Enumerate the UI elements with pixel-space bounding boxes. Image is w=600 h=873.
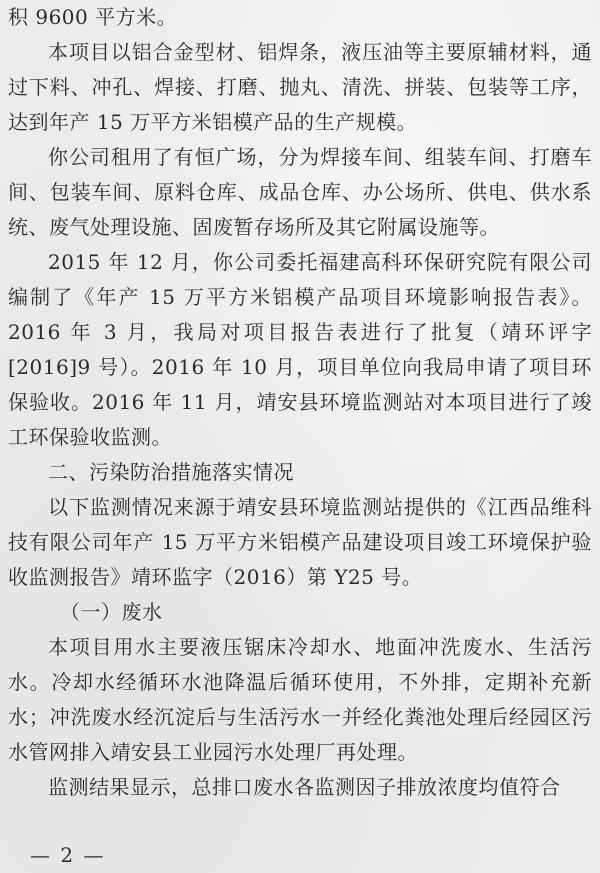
paragraph-monitoring-result: 监测结果显示，总排口废水各监测因子排放浓度均值符合 [48,775,561,799]
section-heading: 二、污染防治措施落实情况 [48,460,294,484]
paragraph-materials-process: 本项目以铝合金型材、铝焊条，液压油等主要原辅材料，通过下料、冲孔、焊接、打磨、抛丸、清洗、拼装、包装等工序，达到年产 15 万平方米铝模产品的生产规模。 [8,40,592,134]
paragraph-area-continued: 积 9600 平方米。 [8,5,178,29]
document-body [8,0,592,805]
page-number: — 2 — [30,843,106,867]
paragraph-monitoring-source: 以下监测情况来源于靖安县环境监测站提供的《江西品维科技有限公司年产 15 万平方米铝模产品建设项目竣工环境保护验收监测报告》靖环监字（2016）第 Y25 号。 [8,495,592,589]
paragraph-wastewater-treatment: 本项目用水主要液压锯床冷却水、地面冲洗废水、生活污水。冷却水经循环水池降温后循环使用，不外排，定期补充新水；冲洗废水经沉淀后与生活污水一并经化粪池处理后经园区污水管网排入靖安县工业园污水处理厂再处理。 [8,635,592,764]
paragraph-history: 2015 年 12 月，你公司委托福建高科环保研究院有限公司编制了《年产 15 万平方米铝模产品项目环境影响报告表》。2016 年 3 月，我局对项目报告表进行了批复（靖环评字[2016]9 号）。2016 年 10 月，项目单位向我局申请了项目环保验收。2016 年 11 月，靖安县环境监测站对本项目进行了竣工环保验收监测。 [8,250,592,449]
subsection-heading-wastewater: （一）废水 [60,600,163,624]
paragraph-facilities: 你公司租用了有恒广场，分为焊接车间、组装车间、打磨车间、包装车间、原料仓库、成品仓库、办公场所、供电、供水系统、废气处理设施、固废暂存场所及其它附属设施等。 [8,145,592,239]
